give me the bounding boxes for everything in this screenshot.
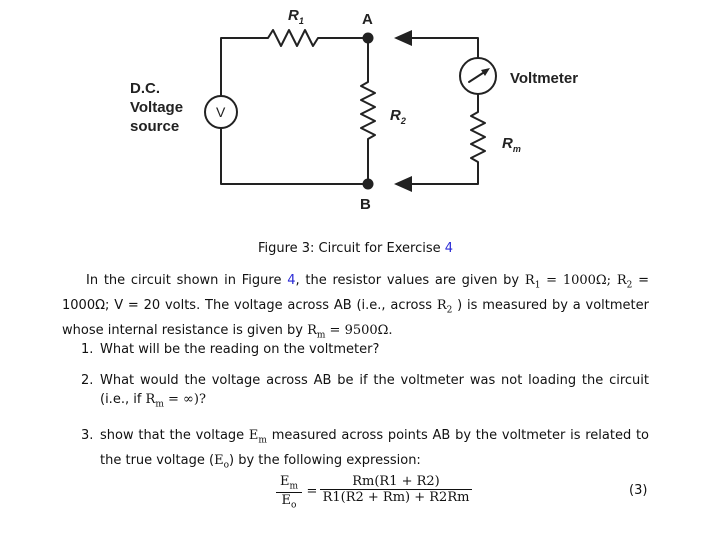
circuit-figure	[0, 0, 711, 222]
label-rm-letter: R	[502, 135, 513, 152]
math-eo-sub: o	[223, 460, 229, 471]
para-text-3: = 1000Ω;	[540, 273, 617, 288]
list-item	[62, 426, 649, 476]
label-r1-letter: R	[288, 7, 299, 24]
math-rm-sub: m	[316, 330, 326, 341]
equation-equals: =	[306, 484, 318, 499]
question-list	[62, 340, 649, 476]
math-eo: E	[214, 453, 224, 469]
equation-number: (3)	[629, 483, 648, 498]
math-rm: R	[145, 392, 156, 407]
resistor-r2	[361, 38, 375, 184]
label-rm-sub: m	[512, 144, 521, 154]
label-source-line2: Voltage	[130, 99, 184, 116]
item-text: What will be the reading on the voltmeter?	[100, 342, 380, 357]
para-text-5: ) is measured by a voltmeter whose internal resistance is given by	[62, 298, 649, 339]
voltmeter-needle-arrowhead	[481, 68, 490, 76]
list-item	[62, 340, 649, 360]
terminal-a	[363, 33, 374, 44]
rhs-denominator: R1(R2 + Rm) + R2Rm	[320, 489, 472, 505]
label-rm	[502, 134, 521, 159]
math-r1-sub: 1	[534, 280, 541, 291]
para-text-2: , the resistor values are given by	[295, 273, 525, 288]
item-text: measured across points AB by the voltmeter is related to the true voltage (	[100, 428, 650, 469]
label-r2	[390, 106, 406, 131]
circuit-diagram	[0, 0, 711, 222]
label-r2-letter: R	[390, 107, 401, 124]
problem-paragraph	[62, 271, 649, 346]
lhs-num-letter: E	[279, 474, 290, 489]
label-r1	[288, 6, 304, 31]
list-item	[62, 371, 649, 416]
caption-text: Figure 3: Circuit for Exercise	[257, 241, 441, 256]
math-rm: R	[307, 323, 317, 339]
wire-left-bottom	[221, 128, 368, 184]
math-em-sub: m	[258, 435, 267, 446]
lhs-denominator	[276, 492, 302, 511]
item-number: 2.	[81, 372, 94, 388]
caption-ref-link[interactable]: 4	[444, 241, 454, 256]
label-source	[130, 79, 183, 136]
para-text-6: = 9500Ω.	[325, 323, 393, 339]
figure-ref-link[interactable]: 4	[287, 273, 296, 288]
lhs-numerator	[276, 474, 302, 492]
math-rm-sub: m	[155, 399, 164, 410]
math-r2: R	[616, 273, 627, 288]
math-r2-sub: 2	[626, 280, 633, 291]
para-text-4: = 1000Ω; V = 20 volts. The voltage across AB (i.e., across	[62, 273, 649, 314]
item-text: ) by the following expression:	[228, 453, 421, 469]
math-em: E	[248, 428, 259, 444]
wire-voltmeter-top	[410, 38, 478, 58]
item-text: What would the voltage across AB be if the voltmeter was not loading the circuit (i.e., if	[100, 372, 649, 407]
terminal-b	[363, 179, 374, 190]
math-r2b: R	[436, 298, 447, 314]
lhs-den-sub: o	[291, 500, 297, 511]
label-source-line3: source	[130, 118, 180, 135]
item-text: = ∞)?	[163, 392, 206, 407]
label-source-symbol: V	[216, 104, 226, 120]
label-a: A	[362, 11, 373, 28]
label-r2-sub: 2	[400, 116, 406, 126]
equation-rhs	[320, 474, 472, 505]
item-text: show that the voltage	[100, 428, 249, 444]
lhs-num-sub: m	[289, 481, 299, 492]
math-r1: R	[524, 273, 535, 288]
arrow-bottom-icon	[394, 176, 412, 192]
figure-caption	[0, 241, 711, 256]
wire-top	[221, 30, 368, 95]
lhs-den-letter: E	[281, 492, 292, 508]
label-voltmeter: Voltmeter	[510, 70, 579, 87]
rhs-numerator: Rm(R1 + R2)	[352, 474, 440, 489]
equation-lhs	[276, 474, 302, 510]
label-source-line1: D.C.	[130, 80, 160, 97]
para-text-1: In the circuit shown in Figure	[86, 273, 288, 288]
arrow-top-icon	[394, 30, 412, 46]
label-b: B	[360, 196, 371, 213]
math-r2b-sub: 2	[446, 305, 453, 316]
item-number: 3.	[81, 428, 94, 444]
label-r1-sub: 1	[298, 16, 304, 26]
item-number: 1.	[81, 342, 94, 357]
resistor-rm	[410, 94, 485, 184]
